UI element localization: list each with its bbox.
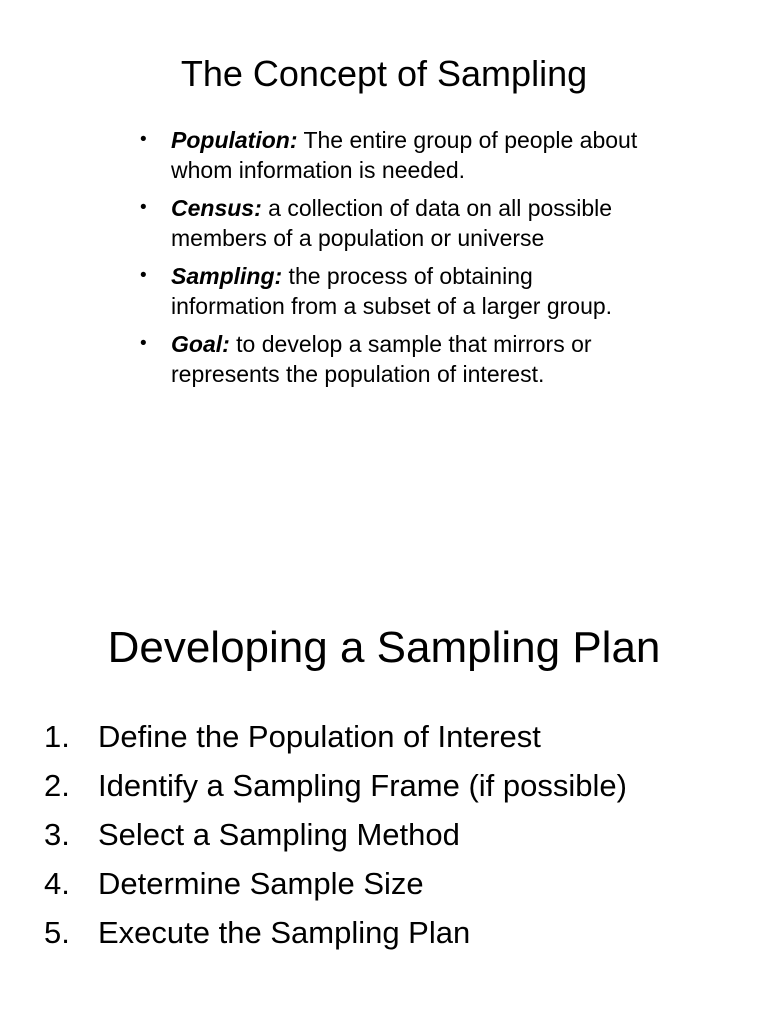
definition-item xyxy=(140,329,640,389)
definition-text: The entire group of people about whom information is needed. xyxy=(171,127,638,183)
definition-term: Population: xyxy=(171,127,298,153)
step-text: Select a Sampling Method xyxy=(98,817,460,852)
slide-title: The Concept of Sampling xyxy=(180,53,588,94)
step-item xyxy=(44,712,744,761)
step-text: Define the Population of Interest xyxy=(98,719,541,754)
definition-term: Census: xyxy=(171,195,262,221)
step-item xyxy=(44,908,744,957)
step-number: 5. xyxy=(44,915,70,950)
definition-text: to develop a sample that mirrors or represents the population of interest. xyxy=(171,331,592,387)
step-text: Determine Sample Size xyxy=(98,866,424,901)
definition-text: the process of obtaining information from a subset of a larger group. xyxy=(171,263,613,319)
bullet-icon: • xyxy=(140,333,147,354)
bullet-icon: • xyxy=(140,197,147,218)
step-number: 2. xyxy=(44,768,70,803)
definition-term: Sampling: xyxy=(171,263,283,289)
step-number: 1. xyxy=(44,719,70,754)
steps-list xyxy=(44,712,744,957)
step-item xyxy=(44,859,744,908)
step-item xyxy=(44,810,744,859)
bullet-icon: • xyxy=(140,265,147,286)
definition-list xyxy=(140,125,640,397)
slide-developing-sampling-plan xyxy=(0,512,768,1024)
step-text: Execute the Sampling Plan xyxy=(98,915,471,950)
definition-term: Goal: xyxy=(171,331,230,357)
step-number: 3. xyxy=(44,817,70,852)
definition-item xyxy=(140,261,640,321)
step-item xyxy=(44,761,744,810)
step-text: Identify a Sampling Frame (if possible) xyxy=(98,768,627,803)
definition-item xyxy=(140,193,640,253)
bullet-icon: • xyxy=(140,129,147,150)
slide-title: Developing a Sampling Plan xyxy=(107,623,661,672)
definition-text: a collection of data on all possible members of a population or universe xyxy=(171,195,613,251)
definition-item xyxy=(140,125,640,185)
step-number: 4. xyxy=(44,866,70,901)
